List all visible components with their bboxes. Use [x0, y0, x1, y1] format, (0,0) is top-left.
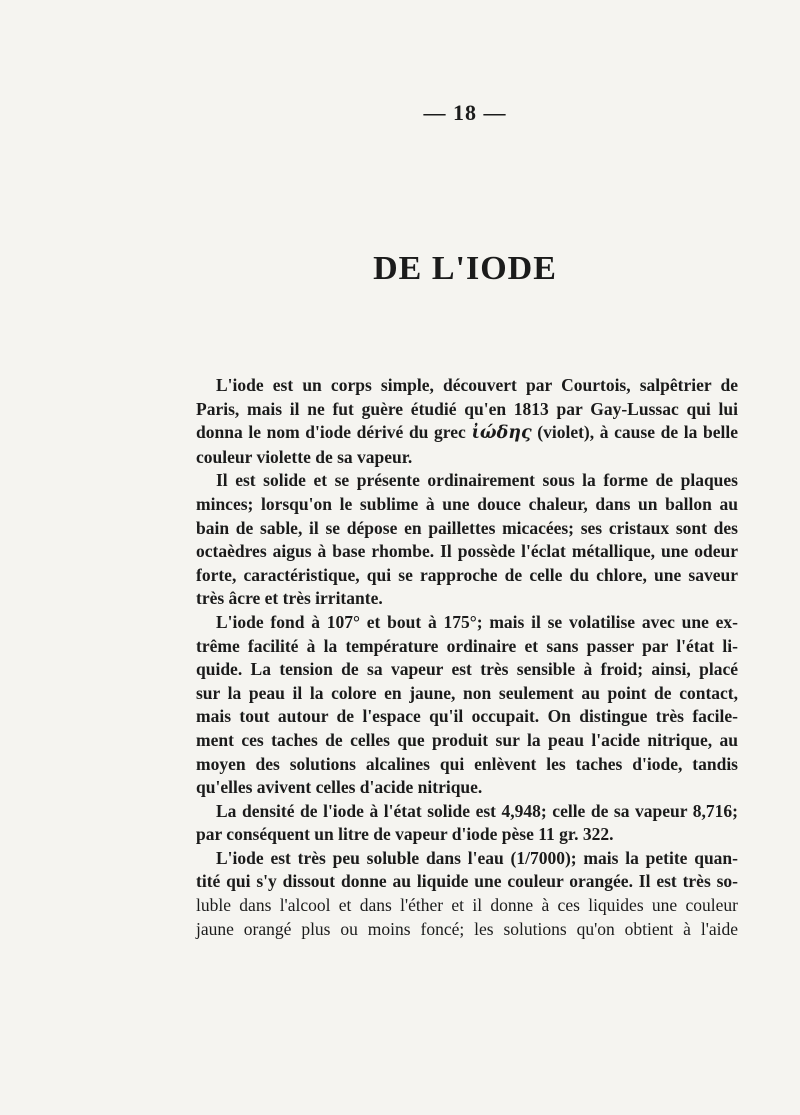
text-line: moyen des solutions alcalines qui enlèvent les taches d'iode, tandis: [196, 753, 738, 774]
text-line: forte, caractéristique, qui se rapproche de celle du chlore, une saveur: [196, 564, 738, 585]
text-line: ment ces taches de celles que produit sur la peau l'acide nitrique, au: [196, 729, 738, 750]
text-line: mais tout autour de l'espace qu'il occupait. On distingue très facile-: [196, 706, 738, 727]
greek-word: ἰώδης: [471, 423, 532, 444]
text-line: L'iode est très peu soluble dans l'eau (1/7000); mais la petite quan-: [216, 847, 738, 868]
body-text: [196, 374, 738, 941]
text-line: qu'elles avivent celles d'acide nitrique.: [196, 777, 483, 798]
text-line: trême facilité à la température ordinaire et sans passer par l'état li-: [196, 635, 738, 656]
text-line: bain de sable, il se dépose en paillettes micacées; ses cristaux sont des: [196, 517, 738, 538]
text-line: luble dans l'alcool et dans l'éther et il donne à ces liquides une couleur: [196, 895, 738, 916]
text-line: minces; lorsqu'on le sublime à une douce chaleur, dans un ballon au: [196, 493, 738, 514]
text-line: [196, 421, 738, 446]
text-line: L'iode est un corps simple, découvert par Courtois, salpêtrier de: [216, 375, 738, 395]
text-line: quide. La tension de sa vapeur est très sensible à froid; ainsi, placé: [196, 659, 738, 680]
text-line: par conséquent un litre de vapeur d'iode pèse 11 gr. 322.: [196, 824, 614, 845]
text-segment: (violet), à cause de la belle: [537, 422, 738, 443]
text-line: L'iode fond à 107° et bout à 175°; mais il se volatilise avec une ex-: [216, 611, 738, 632]
text-line: jaune orangé plus ou moins foncé; les solutions qu'on obtient à l'aide: [196, 918, 738, 939]
text-segment: donna le nom d'iode dérivé du grec: [196, 422, 466, 443]
text-line: Il est solide et se présente ordinairement sous la forme de plaques: [216, 470, 738, 491]
text-line: Paris, mais il ne fut guère étudié qu'en 1813 par Gay-Lussac qui lui: [196, 398, 738, 419]
page-number: — 18 —: [423, 100, 507, 125]
text-line: sur la peau il la colore en jaune, non seulement au point de contact,: [196, 682, 738, 703]
text-line: tité qui s'y dissout donne au liquide une couleur orangée. Il est très so-: [196, 871, 738, 892]
text-line: octaèdres aigus à base rhombe. Il possède l'éclat métallique, une odeur: [196, 541, 738, 562]
text-line: couleur violette de sa vapeur.: [196, 446, 413, 467]
text-line: très âcre et très irritante.: [196, 588, 383, 609]
text-line: La densité de l'iode à l'état solide est 4,948; celle de sa vapeur 8,716;: [216, 800, 738, 821]
section-title: DE L'IODE: [373, 250, 557, 287]
